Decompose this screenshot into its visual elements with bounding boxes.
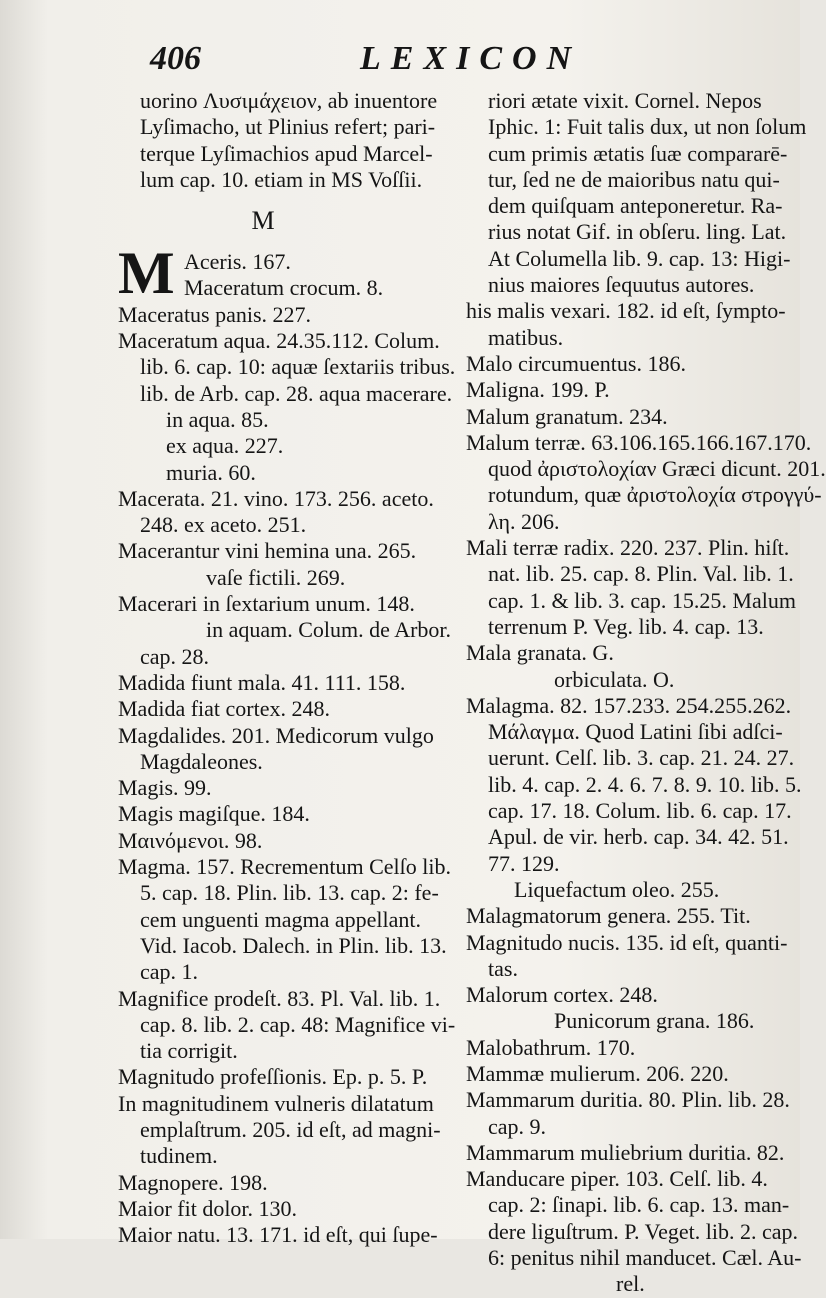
- entry-line: In magnitudinem vulneris dilatatum: [118, 1090, 434, 1116]
- entry-line: λη. 206.: [488, 508, 560, 534]
- entry-line: Magnopere. 198.: [118, 1169, 268, 1195]
- entry-line: cap. 1. & lib. 3. cap. 15.25. Malum: [488, 587, 796, 613]
- entry-line: cap. 9.: [488, 1113, 547, 1139]
- entry-line: Malum granatum. 234.: [466, 403, 668, 429]
- entry-line: ex aqua. 227.: [166, 433, 284, 459]
- entry-line: Macerari in ſextarium unum. 148.: [118, 591, 415, 617]
- entry-line: emplaſtrum. 205. id eſt, ad magni-: [140, 1116, 441, 1142]
- entry-line: Macerata. 21. vino. 173. 256. aceto.: [118, 485, 434, 511]
- entry-line: tudinem.: [140, 1143, 218, 1169]
- entry-line: nat. lib. 25. cap. 8. Plin. Val. lib. 1.: [488, 561, 794, 587]
- text-line: Aceris. 167.: [184, 249, 291, 275]
- entry-line: nius maiores ſequutus autores.: [488, 272, 755, 298]
- entry-line: Madida fiat cortex. 248.: [118, 696, 330, 722]
- entry-line: lib. 4. cap. 2. 4. 6. 7. 8. 9. 10. lib. 5.: [488, 771, 802, 797]
- entry-line: Maligna. 199. P.: [466, 377, 610, 403]
- right-column: [466, 88, 826, 1298]
- dropcap-block: [118, 240, 458, 307]
- text-line: Lyſimacho, ut Plinius refert; pari-: [140, 114, 436, 140]
- left-entry-list: [118, 302, 458, 1249]
- entry-line: cum primis ætatis ſuæ compararē-: [488, 140, 788, 166]
- entry-line: Malum terræ. 63.106.165.166.167.170.: [466, 429, 812, 455]
- entry-line: lib. 6. cap. 10: aquæ ſextariis tribus.: [140, 354, 456, 380]
- entry-line: Mammarum muliebrium duritia. 82.: [466, 1139, 785, 1165]
- entry-line: lib. de Arb. cap. 28. aqua macerare.: [140, 380, 453, 406]
- entry-line: Manducare piper. 103. Celſ. lib. 4.: [466, 1166, 768, 1192]
- entry-line: Macerantur vini hemina una. 265.: [118, 538, 417, 564]
- entry-line: 248. ex aceto. 251.: [140, 512, 307, 538]
- entry-line: dem quiſquam anteponeretur. Ra-: [488, 193, 783, 219]
- entry-line: Apul. de vir. herb. cap. 34. 42. 51.: [488, 824, 789, 850]
- entry-line: Magis. 99.: [118, 775, 212, 801]
- text-line: Maceratum crocum. 8.: [184, 275, 384, 301]
- section-heading-letter: M: [251, 206, 275, 236]
- entry-line: cap. 1.: [140, 959, 199, 985]
- entry-line: orbiculata. O.: [554, 666, 675, 692]
- entry-line: Maior natu. 13. 171. id eſt, qui ſupe-: [118, 1222, 438, 1248]
- entry-line: Magdalides. 201. Medicorum vulgo: [118, 722, 434, 748]
- entry-line: Malagma. 82. 157.233. 254.255.262.: [466, 692, 792, 718]
- entry-line: rel.: [616, 1271, 645, 1297]
- entry-line: quod ἀριστολοχίαν Græci dicunt. 201.: [488, 456, 826, 482]
- entry-line: Vid. Iacob. Dalech. in Plin. lib. 13.: [140, 932, 447, 958]
- entry-line: Mali terræ radix. 220. 237. Plin. hiſt.: [466, 535, 790, 561]
- left-column: [118, 88, 458, 1248]
- entry-line: 6: penitus nihil manducet. Cæl. Au-: [488, 1245, 802, 1271]
- entry-line: Μαινόμενοι. 98.: [118, 827, 263, 853]
- page-header: [150, 40, 770, 88]
- entry-line: vaſe fictili. 269.: [206, 564, 346, 590]
- entry-line: cap. 28.: [140, 643, 210, 669]
- entry-line: terrenum P. Veg. lib. 4. cap. 13.: [488, 613, 764, 639]
- entry-line: Magis magiſque. 184.: [118, 801, 310, 827]
- entry-line: Malorum cortex. 248.: [466, 982, 658, 1008]
- entry-line: At Columella lib. 9. cap. 13: Higi-: [488, 245, 791, 271]
- text-line: lum cap. 10. etiam in MS Voſſii.: [140, 166, 423, 192]
- entry-line: Magdaleones.: [140, 748, 263, 774]
- entry-line: rius notat Gif. in obſeru. ling. Lat.: [488, 219, 787, 245]
- entry-line: tas.: [488, 955, 518, 981]
- entry-line: 5. cap. 18. Plin. lib. 13. cap. 2: fe-: [140, 880, 439, 906]
- text-line: terque Lyſimachios apud Marcel-: [140, 140, 433, 166]
- entry-line: his malis vexari. 182. id eſt, ſympto-: [466, 298, 786, 324]
- entry-line: muria. 60.: [166, 459, 256, 485]
- entry-line: Μάλαγμα. Quod Latini ſibi adſci-: [488, 719, 783, 745]
- entry-line: in aquam. Colum. de Arbor.: [206, 617, 452, 643]
- entry-line: uerunt. Celſ. lib. 3. cap. 21. 24. 27.: [488, 745, 795, 771]
- entry-line: Magnifice prodeſt. 83. Pl. Val. lib. 1.: [118, 985, 441, 1011]
- entry-line: Maceratum aqua. 24.35.112. Colum.: [118, 328, 440, 354]
- entry-line: Maceratus panis. 227.: [118, 301, 312, 327]
- text-line: uorino Λυσιμάχειον, ab inuentore: [140, 88, 438, 113]
- dropcap-letter: M: [118, 240, 175, 307]
- entry-line: tia corrigit.: [140, 1038, 238, 1064]
- entry-line: Punicorum grana. 186.: [554, 1008, 755, 1034]
- entry-line: Madida fiunt mala. 41. 111. 158.: [118, 669, 406, 695]
- entry-line: Magnitudo nucis. 135. id eſt, quanti-: [466, 929, 788, 955]
- entry-line: matibus.: [488, 324, 564, 350]
- entry-line: rotundum, quæ ἀριστολοχία στρογγύ-: [488, 482, 822, 508]
- entry-line: Iphic. 1: Fuit talis dux, ut non ſolum: [488, 114, 807, 140]
- entry-line: Mammarum duritia. 80. Plin. lib. 28.: [466, 1087, 790, 1113]
- entry-line: Magma. 157. Recrementum Celſo lib.: [118, 854, 451, 880]
- page-number: 406: [150, 40, 201, 77]
- entry-line: Malo circumuentus. 186.: [466, 350, 686, 376]
- entry-line: 77. 129.: [488, 850, 560, 876]
- entry-line: cap. 8. lib. 2. cap. 48: Magnifice vi-: [140, 1011, 456, 1037]
- running-head: LEXICON: [360, 40, 582, 77]
- entry-line: Malobathrum. 170.: [466, 1034, 636, 1060]
- entry-line: Magnitudo profeſſionis. Ep. p. 5. P.: [118, 1064, 428, 1090]
- entry-line: Liquefactum oleo. 255.: [514, 876, 720, 902]
- entry-line: Malagmatorum genera. 255. Tit.: [466, 903, 751, 929]
- entry-line: in aqua. 85.: [166, 406, 269, 432]
- entry-line: dere liguſtrum. P. Veget. lib. 2. cap.: [488, 1218, 798, 1244]
- entry-line: cap. 17. 18. Colum. lib. 6. cap. 17.: [488, 798, 792, 824]
- entry-line: riori ætate vixit. Cornel. Nepos: [488, 88, 762, 113]
- entry-line: cap. 2: ſinapi. lib. 6. cap. 13. man-: [488, 1192, 790, 1218]
- entry-line: cem unguenti magma appellant.: [140, 906, 422, 932]
- entry-line: Maior fit dolor. 130.: [118, 1195, 298, 1221]
- entry-line: tur, ſed ne de maioribus natu qui-: [488, 166, 780, 192]
- continued-entry: [118, 88, 458, 193]
- entry-line: Mala granata. G.: [466, 640, 614, 666]
- right-entry-list: [466, 88, 826, 1298]
- entry-line: Mammæ mulierum. 206. 220.: [466, 1060, 729, 1086]
